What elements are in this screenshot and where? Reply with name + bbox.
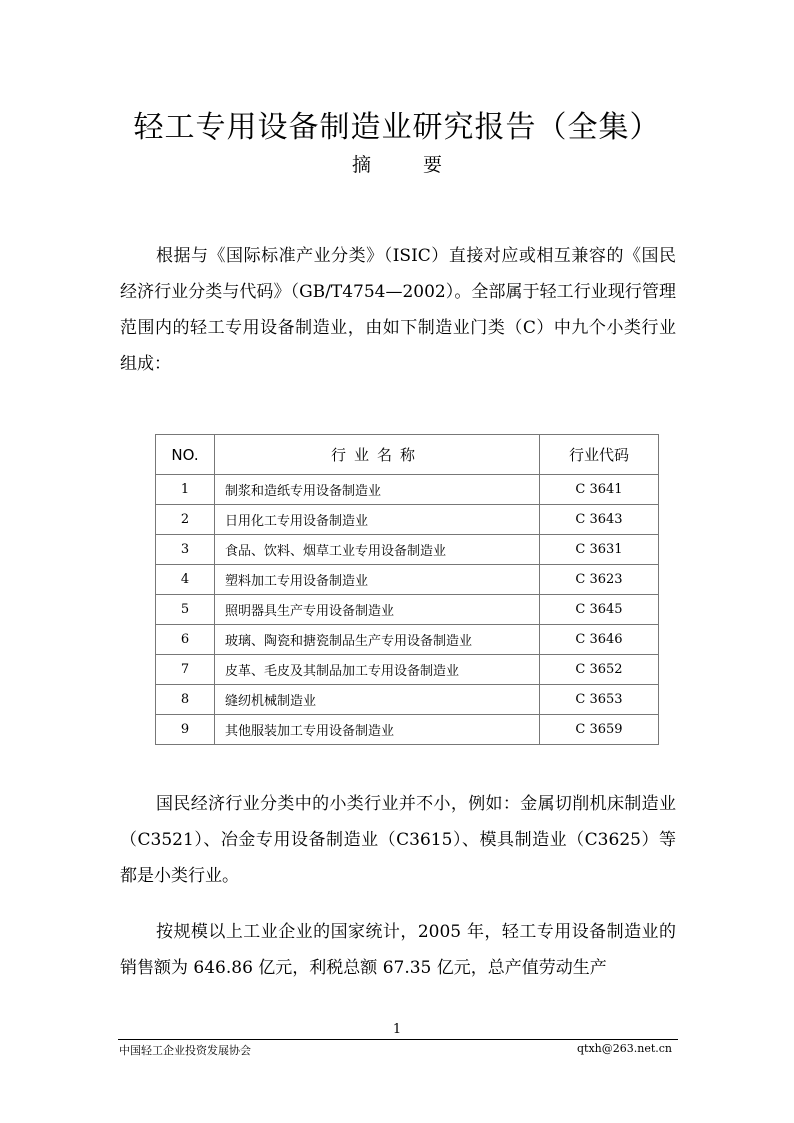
footer-organization: 中国轻工企业投资发展协会 <box>119 1044 251 1057</box>
industry-classification-table <box>155 434 659 745</box>
row-no: 2 <box>156 505 215 535</box>
row-industry-code: C 3631 <box>540 535 659 565</box>
table-row <box>156 505 659 535</box>
document-title: 轻工专用设备制造业研究报告（全集） <box>133 110 661 145</box>
example-paragraph: 国民经济行业分类中的小类行业并不小，例如：金属切削机床制造业（C3521）、冶金专用设备制造业（C3615）、模具制造业（C3625）等都是小类行业。 <box>120 794 676 886</box>
table-row <box>156 715 659 745</box>
row-no: 3 <box>156 535 215 565</box>
row-industry-name: 日用化工专用设备制造业 <box>215 505 540 535</box>
row-industry-code: C 3643 <box>540 505 659 535</box>
table-row <box>156 685 659 715</box>
table-row <box>156 655 659 685</box>
row-industry-code: C 3645 <box>540 595 659 625</box>
footer-email: qtxh@263.net.cn <box>577 1042 672 1055</box>
intro-paragraph: 根据与《国际标准产业分类》（ISIC）直接对应或相互兼容的《国民经济行业分类与代码》（GB/T4754—2002）。全部属于轻工行业现行管理范围内的轻工专用设备制造业，由如下制造业门类（C）中九个小类行业组成： <box>120 246 676 374</box>
row-no: 8 <box>156 685 215 715</box>
table-row <box>156 475 659 505</box>
row-industry-name: 其他服装加工专用设备制造业 <box>215 715 540 745</box>
table-header-row <box>156 435 659 475</box>
row-industry-name: 缝纫机械制造业 <box>215 685 540 715</box>
header-industry-name: 行业名称 <box>215 435 540 475</box>
row-industry-code: C 3653 <box>540 685 659 715</box>
row-no: 1 <box>156 475 215 505</box>
row-industry-name: 皮革、毛皮及其制品加工专用设备制造业 <box>215 655 540 685</box>
row-industry-name: 玻璃、陶瓷和搪瓷制品生产专用设备制造业 <box>215 625 540 655</box>
footer-divider <box>118 1039 678 1040</box>
header-no: NO. <box>156 435 215 475</box>
row-no: 4 <box>156 565 215 595</box>
row-industry-name: 食品、饮料、烟草工业专用设备制造业 <box>215 535 540 565</box>
statistics-paragraph: 按规模以上工业企业的国家统计，2005 年，轻工专用设备制造业的销售额为 646.86 亿元，利税总额 67.35 亿元，总产值劳动生产 <box>120 922 676 978</box>
row-no: 7 <box>156 655 215 685</box>
row-industry-code: C 3659 <box>540 715 659 745</box>
row-industry-code: C 3652 <box>540 655 659 685</box>
row-industry-name: 制浆和造纸专用设备制造业 <box>215 475 540 505</box>
row-industry-code: C 3646 <box>540 625 659 655</box>
page-number: 1 <box>392 1022 402 1037</box>
row-industry-name: 塑料加工专用设备制造业 <box>215 565 540 595</box>
table-row <box>156 625 659 655</box>
header-industry-code: 行业代码 <box>540 435 659 475</box>
row-no: 5 <box>156 595 215 625</box>
row-industry-code: C 3623 <box>540 565 659 595</box>
table-row <box>156 565 659 595</box>
document-subtitle: 摘要 <box>351 154 494 176</box>
row-industry-name: 照明器具生产专用设备制造业 <box>215 595 540 625</box>
table-row <box>156 595 659 625</box>
table-row <box>156 535 659 565</box>
row-no: 9 <box>156 715 215 745</box>
row-no: 6 <box>156 625 215 655</box>
row-industry-code: C 3641 <box>540 475 659 505</box>
